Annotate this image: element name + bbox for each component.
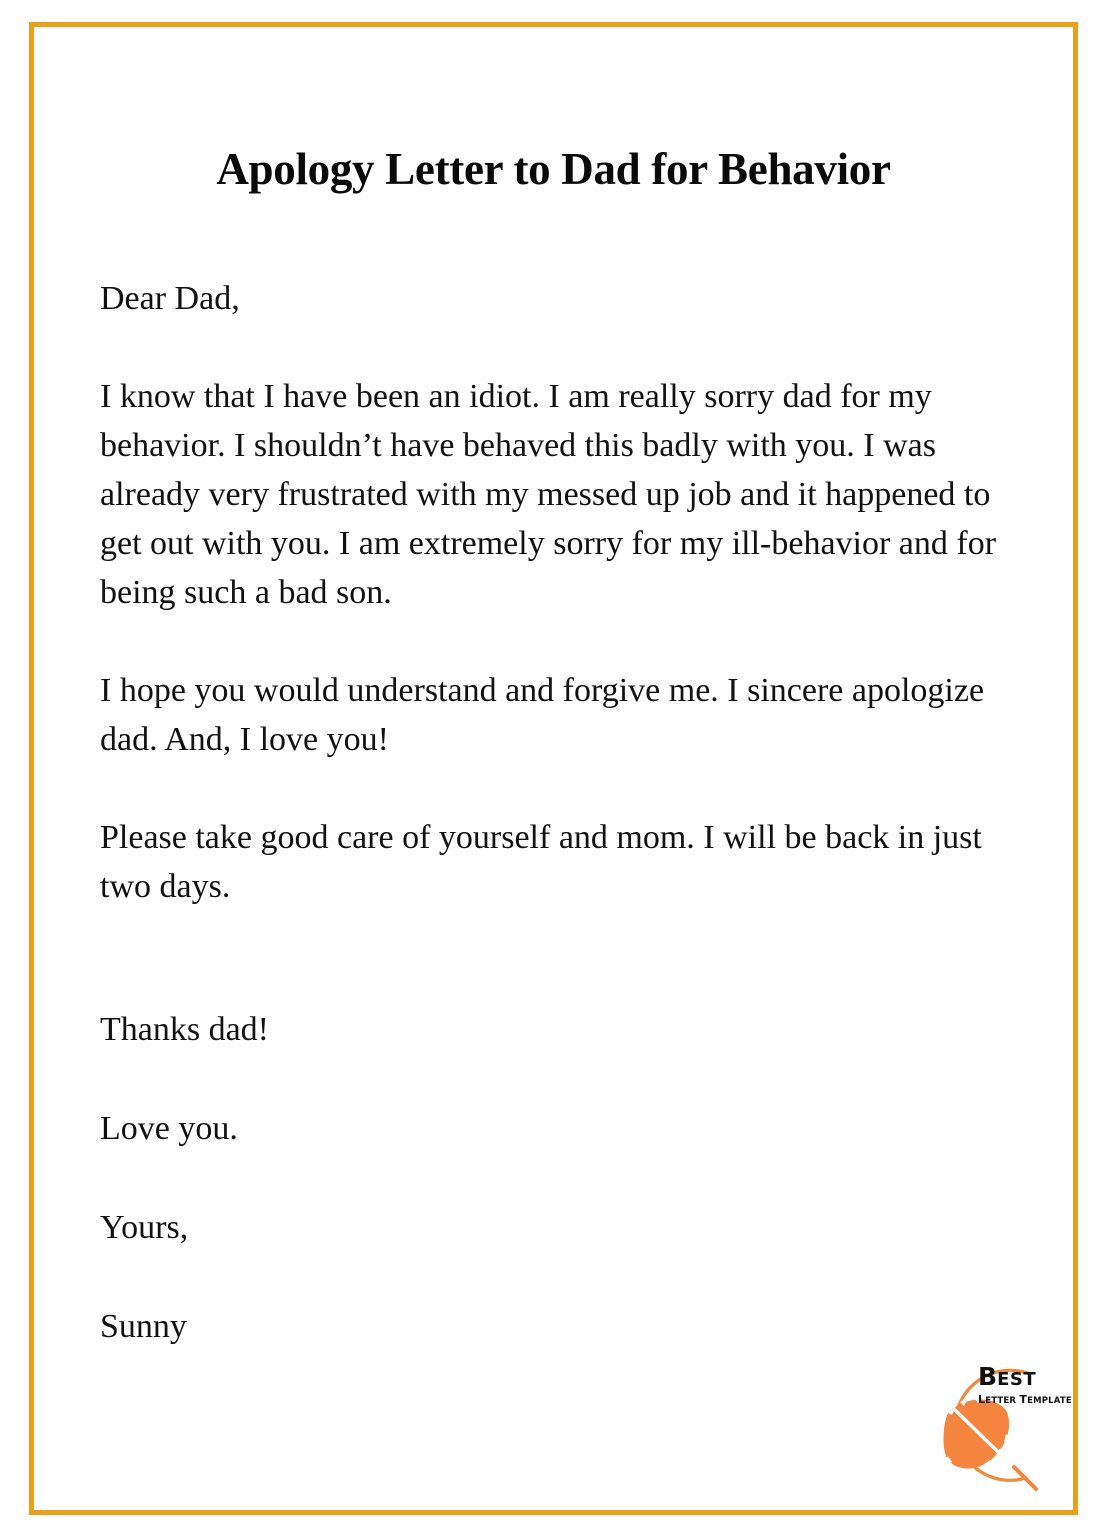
logo-brand-initial: B [978,1362,998,1391]
letter-salutation: Dear Dad, [100,280,240,317]
letter-paragraph-3: Please take good care of yourself and mom. I will be back in just two days. [100,819,982,905]
logo-brand-tagline [978,1394,1074,1407]
brand-logo [918,1352,1072,1502]
logo-tagline-t: T [1019,1393,1028,1406]
letter-paragraph-2: I hope you would understand and forgive me. I sincere apologize dad. And, I love you! [100,672,985,758]
page-title: Apology Letter to Dad for Behavior [216,144,891,194]
letter-signature: Sunny [100,1308,187,1345]
letter-thanks-line: Thanks dad! [100,1011,270,1048]
letter-paragraph-1: I know that I have been an idiot. I am really sorry dad for my behavior. I shouldn’t have behaved this badly with you. I was already very frustrated with my messed up job and it happened to get out with you. I am extremely sorry for my ill-behavior and for being such a bad son. [100,378,997,611]
letter-closing: Yours, [100,1209,189,1246]
letter-body [100,274,1022,1351]
logo-tagline-l: L [978,1393,986,1406]
logo-wordmark [978,1362,1074,1407]
logo-tagline-emplate: EMPLATE [1027,1396,1072,1406]
letter-love-line: Love you. [100,1110,238,1147]
logo-brand-rest: EST [997,1369,1037,1390]
logo-brand-name [978,1362,1074,1391]
logo-tagline-etter: ETTER [985,1396,1017,1406]
